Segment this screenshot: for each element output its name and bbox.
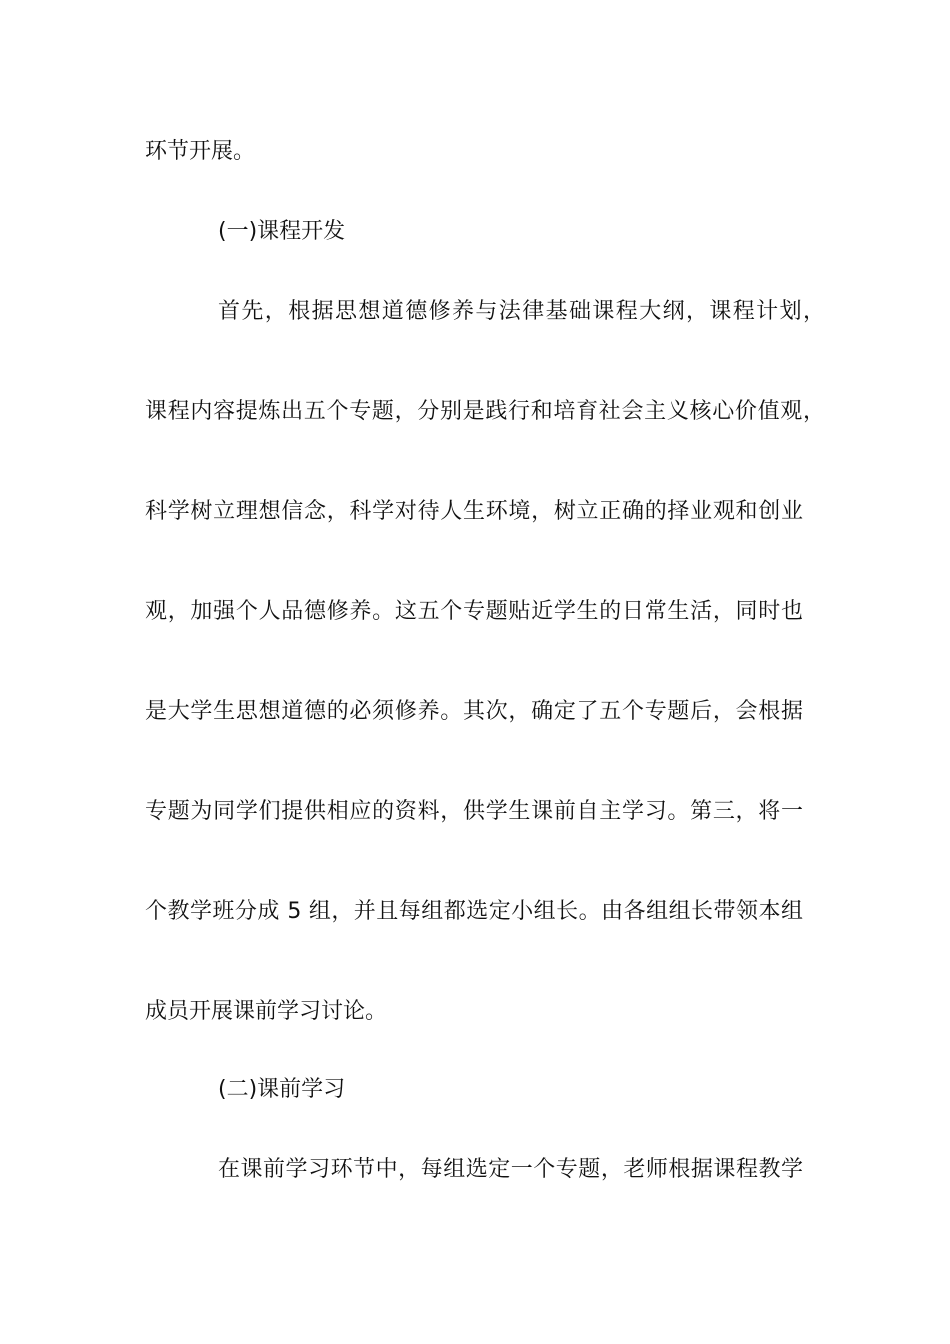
paragraph-line: 环节开展。 (145, 139, 256, 164)
paragraph-line: 首先，根据思想道德修养与法律基础课程大纲，课程计划， (218, 299, 825, 324)
paragraph-line: 成员开展课前学习讨论。 (145, 999, 388, 1024)
paragraph-line: 科学树立理想信念，科学对待人生环境，树立正确的择业观和创业 (145, 499, 803, 524)
paragraph-line: 在课前学习环节中，每组选定一个专题，老师根据课程教学 (218, 1157, 803, 1182)
section-heading-pre-class-study: (二)课前学习 (218, 1077, 346, 1102)
paragraph-line: 课程内容提炼出五个专题，分别是践行和培育社会主义核心价值观， (145, 399, 825, 424)
paragraph-line: 观，加强个人品德修养。这五个专题贴近学生的日常生活，同时也 (145, 599, 803, 624)
paragraph-line: 是大学生思想道德的必须修养。其次，确定了五个专题后，会根据 (145, 699, 803, 724)
section-heading-course-development: (一)课程开发 (218, 219, 346, 244)
paragraph-line: 个教学班分成 5 组，并且每组都选定小组长。由各组组长带领本组 (145, 899, 803, 924)
paragraph-line: 专题为同学们提供相应的资料，供学生课前自主学习。第三，将一 (145, 799, 803, 824)
